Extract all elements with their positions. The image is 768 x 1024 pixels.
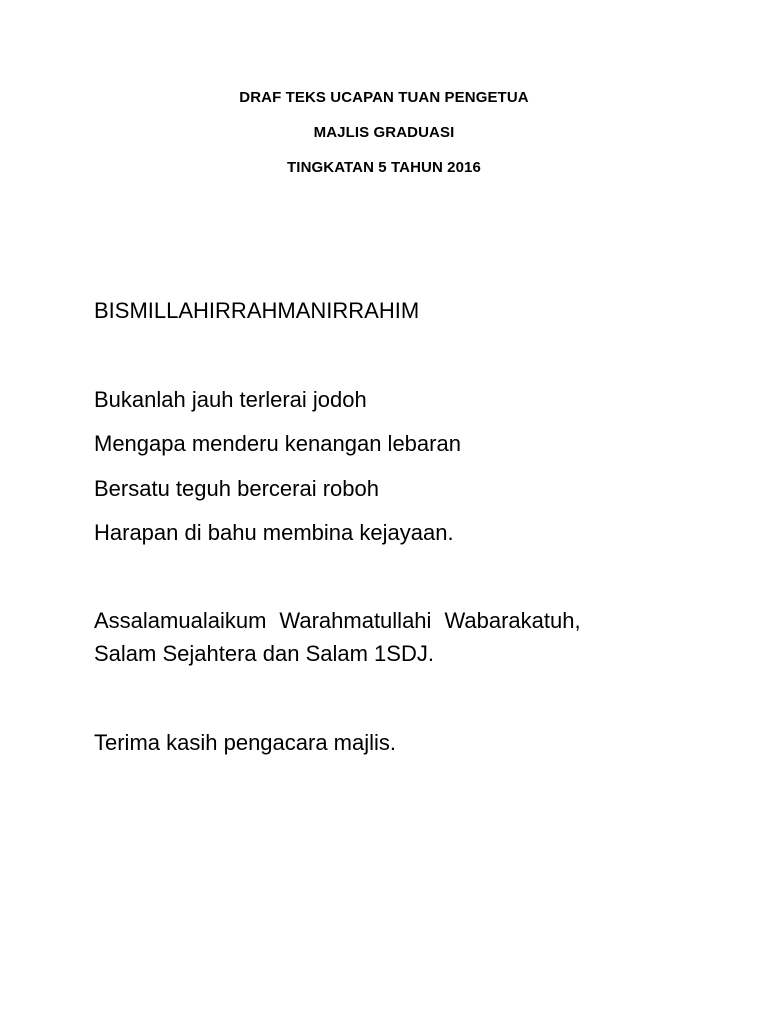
pantun-line-3: Bersatu teguh bercerai roboh	[94, 476, 379, 501]
greeting-line-1	[94, 608, 581, 634]
greeting-line-2: Salam Sejahtera dan Salam 1SDJ.	[94, 641, 434, 666]
event-name: MAJLIS GRADUASI	[313, 124, 455, 141]
greeting-word: Warahmatullahi	[279, 608, 432, 633]
pantun-line-4: Harapan di bahu membina kejayaan.	[94, 520, 454, 545]
thanks-line: Terima kasih pengacara majlis.	[94, 730, 397, 755]
document-title: DRAF TEKS UCAPAN TUAN PENGETUA	[239, 89, 529, 106]
pantun-line-1: Bukanlah jauh terlerai jodoh	[94, 387, 367, 412]
greeting-word: Assalamualaikum	[94, 608, 267, 633]
opening-line: BISMILLAHIRRAHMANIRRAHIM	[94, 298, 420, 323]
pantun-line-2: Mengapa menderu kenangan lebaran	[94, 431, 461, 456]
class-year: TINGKATAN 5 TAHUN 2016	[287, 159, 481, 176]
greeting-word: Wabarakatuh,	[444, 608, 581, 633]
